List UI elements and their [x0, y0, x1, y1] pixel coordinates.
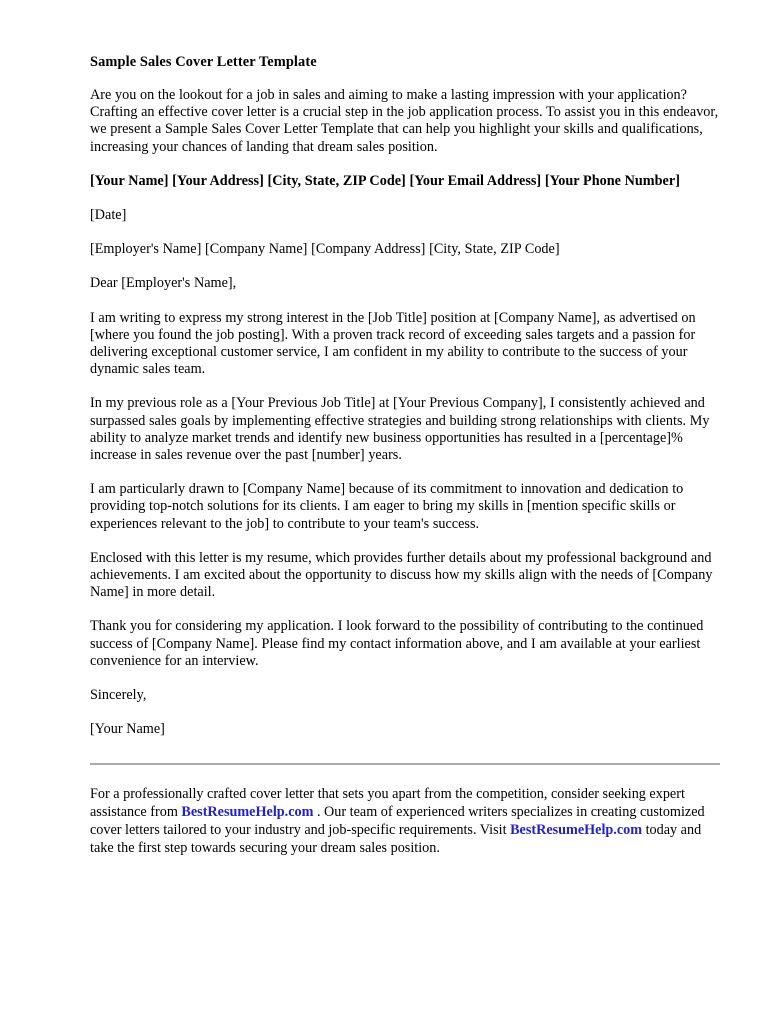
footer-text-segment-3: today and take the first step towards securing your dream sales position. — [90, 822, 702, 857]
date-line: [Date] — [90, 207, 127, 224]
body-paragraph-2: In my previous role as a [Your Previous Job Title] at [Your Previous Company], I consistently achieved and surpassed sales goals by implementing effective strategies and building strong relationships with clients. My ability to analyze market trends and identify new business opportunities has resulted in a [percentage]% increase in sales revenue over the past [number] years. — [90, 395, 710, 464]
sender-address-block: [Your Name] [Your Address] [City, State, ZIP Code] [Your Email Address] [Your Phone Number] — [90, 172, 680, 189]
body-paragraph-4: Enclosed with this letter is my resume, which provides further details about my professional background and achievements. I am excited about the opportunity to discuss how my skills align with the needs of [Company Name] in more detail. — [90, 549, 713, 601]
bestresumehelp-link-2[interactable]: BestResumeHelp.com — [510, 822, 643, 839]
recipient-address-block: [Employer's Name] [Company Name] [Company Address] [City, State, ZIP Code] — [90, 241, 560, 258]
footer-promo-paragraph — [90, 785, 710, 857]
section-divider — [90, 763, 720, 765]
footer-text-segment-1: For a professionally crafted cover letter that sets you apart from the competition, consider seeking expert assistance from — [90, 786, 685, 821]
intro-paragraph: Are you on the lookout for a job in sales and aiming to make a lasting impression with your application? Crafting an effective cover letter is a crucial step in the job application process. To assist you in this endeavor, we present a Sample Sales Cover Letter Template that can help you highlight your skills and qualifications, increasing your chances of landing that dream sales position. — [90, 87, 719, 155]
salutation: Dear [Employer's Name], — [90, 275, 237, 292]
footer-text-segment-2: . Our team of experienced writers specializes in creating customized cover letters tailored to your industry and job-specific requirements. Visit — [90, 804, 705, 839]
signature-line: [Your Name] — [90, 721, 165, 738]
closing-line: Sincerely, — [90, 687, 147, 704]
document-body — [90, 54, 720, 857]
body-paragraph-5: Thank you for considering my application. I look forward to the possibility of contributing to the continued success of [Company Name]. Please find my contact information above, and I am available at your earliest convenience for an interview. — [90, 618, 704, 669]
page-title: Sample Sales Cover Letter Template — [90, 54, 317, 70]
body-paragraph-1: I am writing to express my strong interest in the [Job Title] position at [Company Name], as advertised on [where you found the job posting]. With a proven track record of exceeding sales targets and a passion for delivering exceptional customer service, I am confident in my ability to contribute to the success of your dynamic sales team. — [90, 309, 696, 378]
bestresumehelp-link-1[interactable]: BestResumeHelp.com — [181, 804, 314, 821]
body-paragraph-3: I am particularly drawn to [Company Name] because of its commitment to innovation and dedication to providing top-notch solutions for its clients. I am eager to bring my skills in [mention specific skills or experiences relevant to the job] to contribute to your team's success. — [90, 481, 684, 532]
